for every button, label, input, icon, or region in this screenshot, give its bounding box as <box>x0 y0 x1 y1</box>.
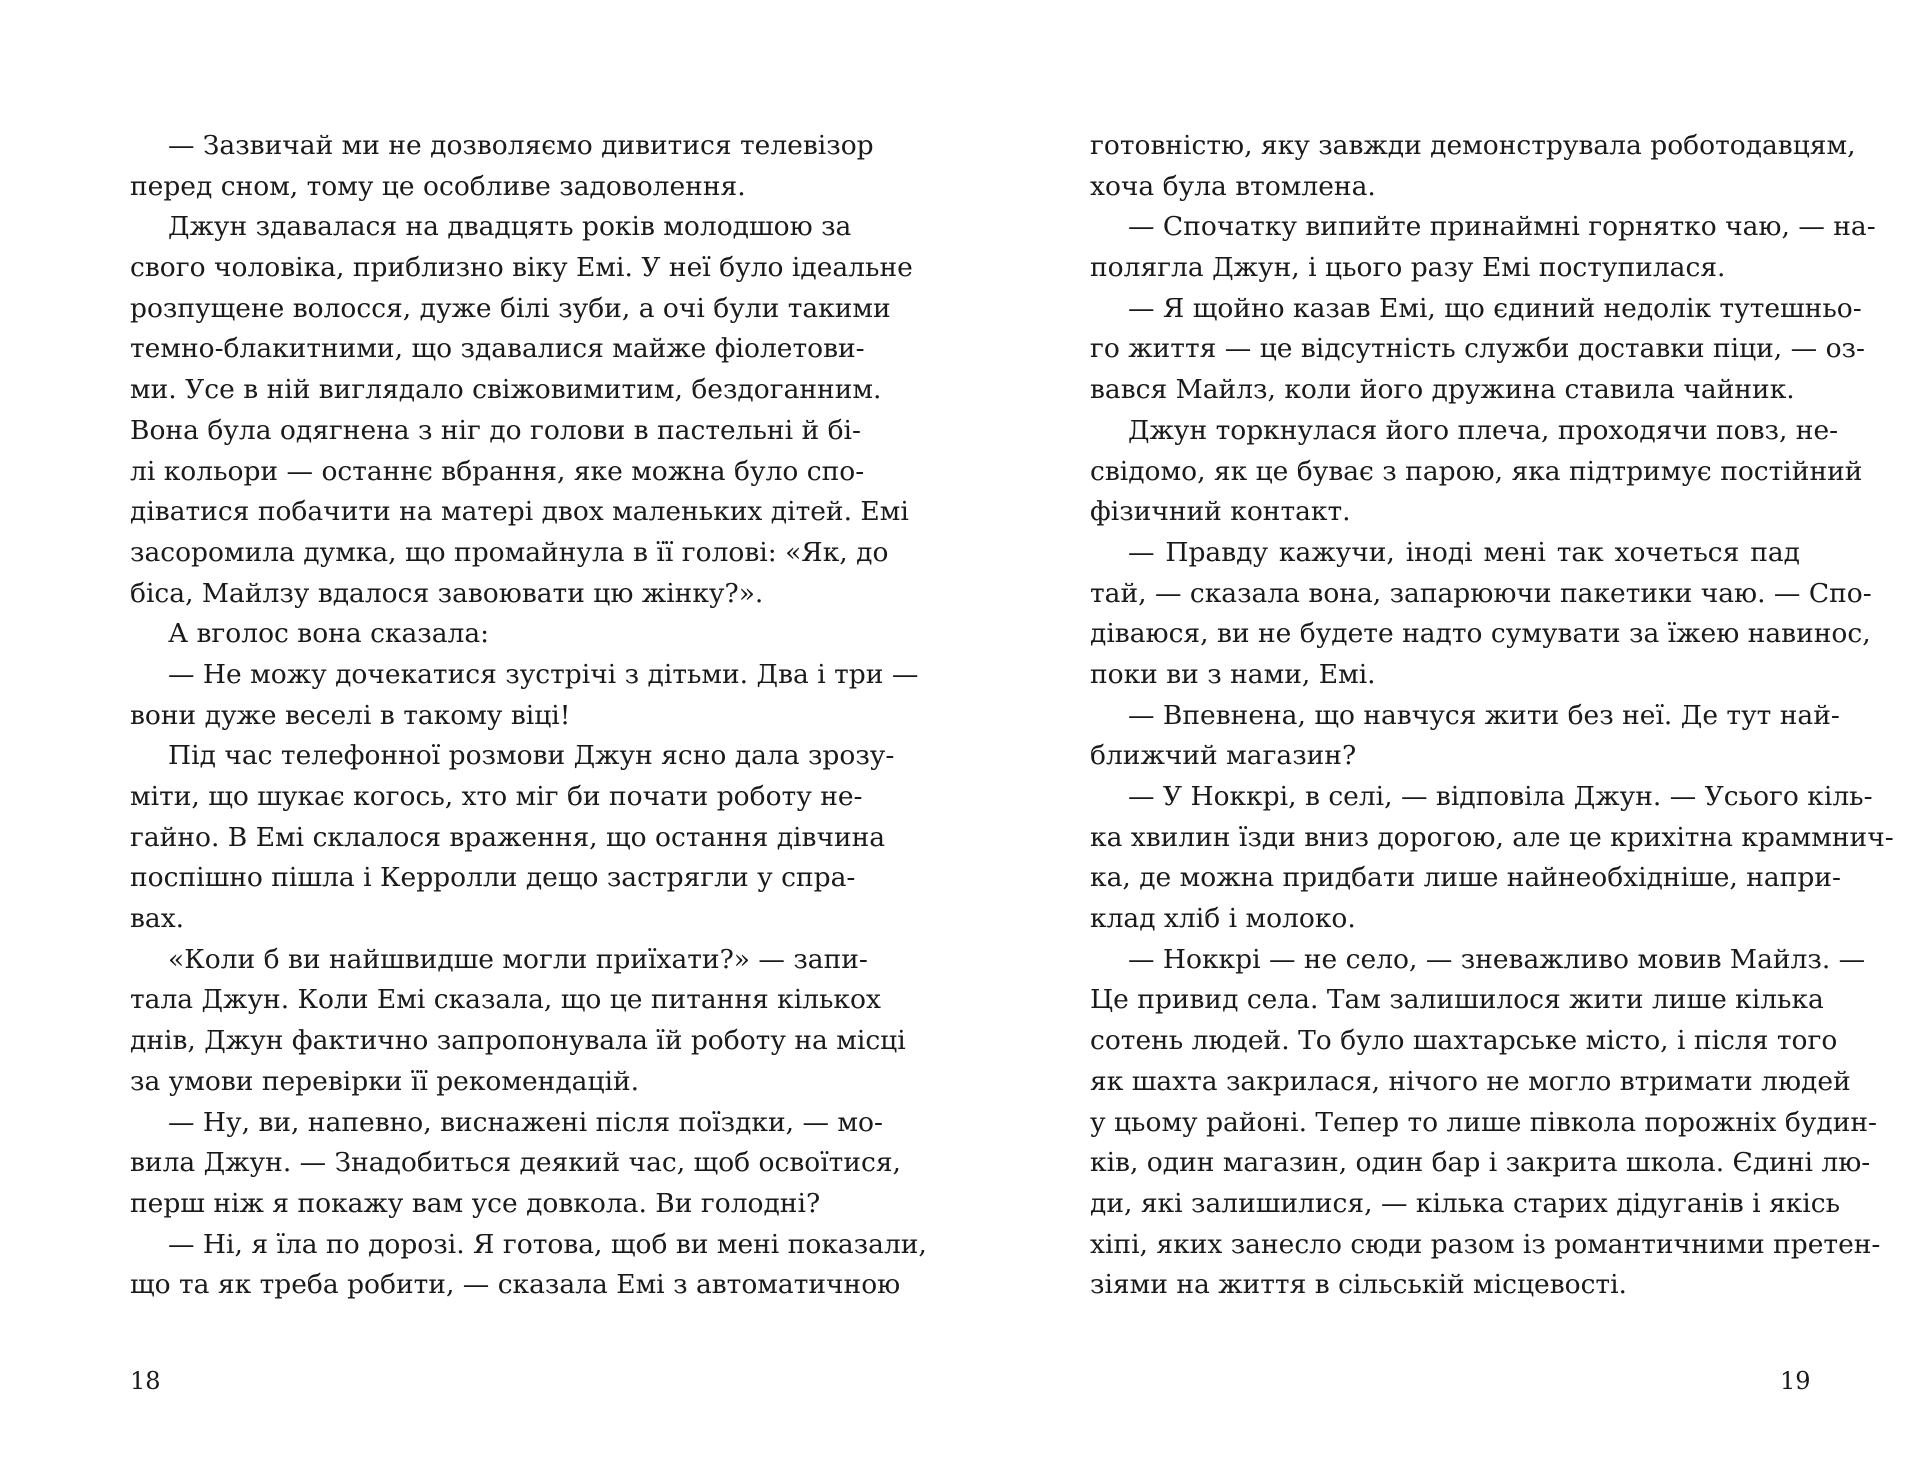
text-line: Це привид села. Там залишилося жити лише кілька <box>1090 984 1824 1016</box>
text-line: ми. Усе в ній виглядало свіжовимитим, бездоганним. <box>130 374 882 406</box>
text-line: вався Майлз, коли його дружина ставила чайник. <box>1090 374 1795 406</box>
text-line: тай, — сказала вона, запарюючи пакетики чаю. — Спо- <box>1090 577 1872 609</box>
text-line: засоромила думка, що промайнула в її голові: «Як, до <box>130 536 889 568</box>
text-line: — Не можу дочекатися зустрічі з дітьми. Два і три — <box>168 658 919 690</box>
text-line: поки ви з нами, Емі. <box>1090 658 1376 690</box>
text-line: го життя — це відсутність служби доставки піци, — оз- <box>1090 333 1865 365</box>
text-line: — У Ноккрі, в селі, — відповіла Джун. — Усього кіль- <box>1128 781 1873 812</box>
text-line: вони дуже веселі в такому віці! <box>130 699 571 731</box>
text-line: хоча була втомлена. <box>1090 170 1376 202</box>
text-line: ближчий магазин? <box>1090 740 1357 772</box>
text-line: — Зазвичай ми не дозволяємо дивитися телевізор <box>168 130 874 161</box>
text-line: хіпі, яких занесло сюди разом із романтичними претен- <box>1090 1228 1881 1260</box>
text-line: сотень людей. То було шахтарське місто, і після того <box>1090 1025 1838 1057</box>
text-line: днів, Джун фактично запропонувала їй роботу на місці <box>130 1025 906 1057</box>
text-line: клад хліб і молоко. <box>1090 903 1356 935</box>
text-line: Під час телефонної розмови Джун ясно дала зрозу- <box>168 740 895 772</box>
text-line: що та як треба робити, — сказала Емі з автоматичною <box>130 1269 901 1301</box>
text-line: як шахта закрилася, нічого не могло втримати людей <box>1090 1065 1851 1097</box>
text-line: готовністю, яку завжди демонструвала роботодавцям, <box>1090 130 1856 161</box>
text-line: ків, один магазин, один бар і закрита школа. Єдині лю- <box>1090 1147 1871 1179</box>
text-line: міти, що шукає когось, хто міг би почати роботу не- <box>130 781 863 812</box>
text-line: Вона була одягнена з ніг до голови в пастельні й бі- <box>130 414 861 446</box>
text-line: ка хвилин їзди вниз дорогою, але це крихітна краммнич- <box>1090 821 1894 853</box>
text-line: вах. <box>130 903 185 935</box>
text-line: «Коли б ви найшвидше могли приїхати?» — запи- <box>168 943 868 975</box>
text-line: перед сном, тому це особливе задоволення. <box>130 170 746 202</box>
page-number-right: 19 <box>1780 1367 1811 1395</box>
text-line: поспішно пішла і Керролли дещо застрягли у спра- <box>130 862 856 894</box>
text-line: розпущене волосся, дуже білі зуби, а очі були такими <box>130 292 891 324</box>
right-page-body <box>1090 126 1894 1306</box>
text-line: перш ніж я покажу вам усе довкола. Ви голодні? <box>130 1187 821 1219</box>
text-line: ка, де можна придбати лише найнеобхідніше, напри- <box>1090 862 1841 894</box>
text-line: гайно. В Емі склалося враження, що остання дівчина <box>130 821 886 853</box>
text-line: — Ні, я їла по дорозі. Я готова, щоб ви мені показали, <box>168 1228 927 1260</box>
text-line: свідомо, як це буває з парою, яка підтримує постійний <box>1090 455 1863 487</box>
text-line: у цьому районі. Тепер то лише півкола порожніх будин- <box>1090 1106 1877 1138</box>
text-line: — Ну, ви, напевно, виснажені після поїздки, — мо- <box>168 1106 883 1138</box>
text-line: фізичний контакт. <box>1090 496 1351 528</box>
text-line: — Спочатку випийте принаймні горнятко чаю, — на- <box>1128 211 1876 243</box>
text-line: — Я щойно казав Емі, що єдиний недолік тутешньо- <box>1128 292 1862 324</box>
text-line: — Правду кажучи, іноді мені так хочеться пад <box>1128 536 1800 568</box>
text-line: Джун торкнулася його плеча, проходячи повз, не- <box>1128 414 1839 446</box>
text-line: темно-блакитними, що здавалися майже фіолетови- <box>130 333 865 365</box>
left-page-body <box>130 126 927 1306</box>
text-line: свого чоловіка, приблизно віку Емі. У неї було ідеальне <box>130 252 913 284</box>
text-line: діваюся, ви не будете надто сумувати за їжею навинос, <box>1090 618 1871 650</box>
text-line: зіями на життя в сільській місцевості. <box>1090 1269 1627 1301</box>
text-line: полягла Джун, і цього разу Емі поступилася. <box>1090 252 1726 284</box>
text-line: за умови перевірки її рекомендацій. <box>130 1065 640 1097</box>
text-line: Джун здавалася на двадцять років молодшою за <box>168 211 852 243</box>
text-line: діватися побачити на матері двох маленьких дітей. Емі <box>130 496 909 528</box>
text-line: вила Джун. — Знадобиться деякий час, щоб освоїтися, <box>130 1147 901 1179</box>
text-line: — Ноккрі — не село, — зневажливо мовив Майлз. — <box>1128 943 1866 975</box>
text-line: тала Джун. Коли Емі сказала, що це питання кількох <box>130 984 881 1016</box>
text-line: — Впевнена, що навчуся жити без неї. Де тут най- <box>1128 699 1840 731</box>
text-line: біса, Майлзу вдалося завоювати цю жінку?». <box>130 577 764 609</box>
text-line: А вголос вона сказала: <box>168 618 490 650</box>
text-line: ди, які залишилися, — кілька старих дідуганів і якісь <box>1090 1187 1841 1219</box>
text-line: лі кольори — останнє вбрання, яке можна було спо- <box>130 455 865 487</box>
page-number-left: 18 <box>130 1367 161 1395</box>
